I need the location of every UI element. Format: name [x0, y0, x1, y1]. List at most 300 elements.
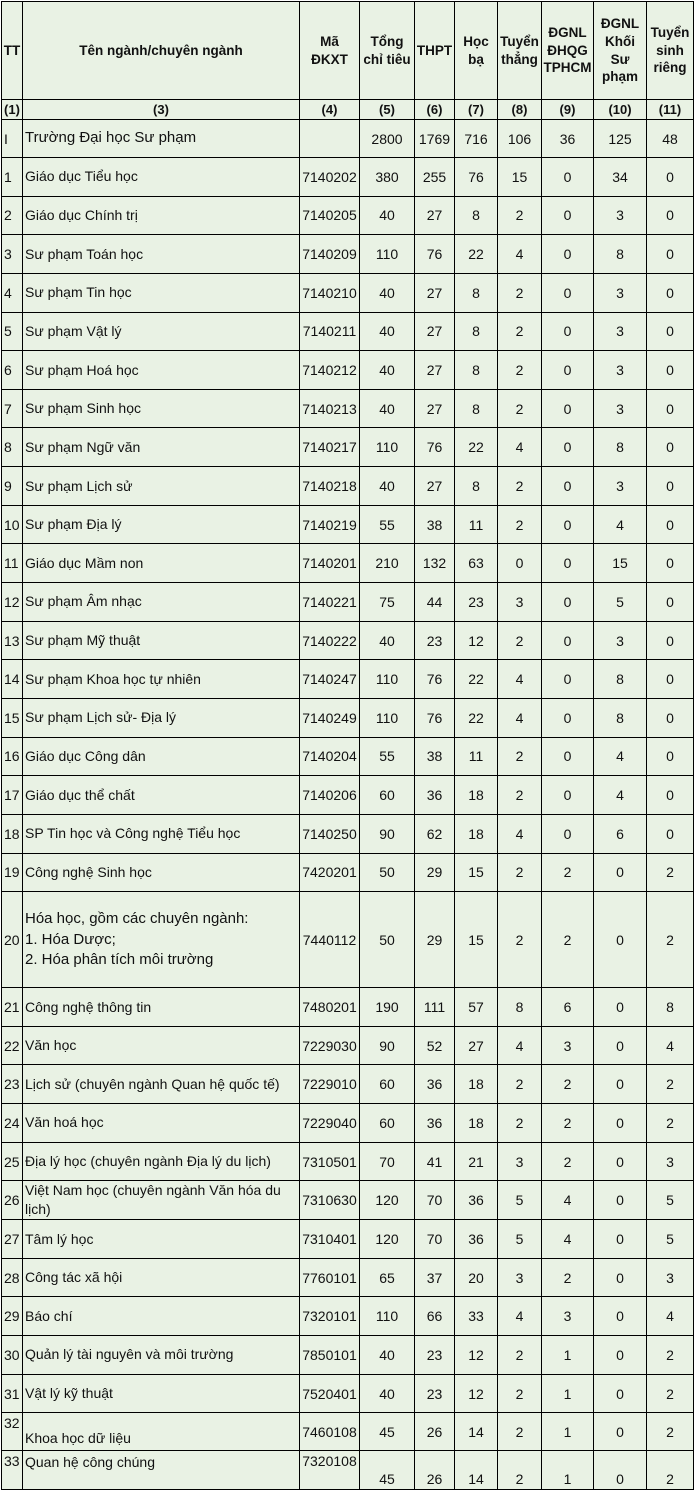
- row-total: 40: [360, 621, 415, 660]
- row-hocba: 20: [455, 1258, 498, 1297]
- row-hocba: 76: [455, 158, 498, 197]
- row-dgnl-sp: 125: [594, 120, 647, 158]
- row-total: 40: [360, 351, 415, 390]
- row-hocba: 18: [455, 814, 498, 853]
- row-dgnl-sp: 0: [594, 1413, 647, 1451]
- row-dgnl-sp: 3: [594, 389, 647, 428]
- program-row: [2, 1065, 694, 1104]
- colnum-8: (8): [498, 100, 542, 120]
- row-tuyenthang: 2: [498, 1104, 542, 1143]
- row-thpt: 27: [415, 389, 455, 428]
- program-row: [2, 273, 694, 312]
- row-tt: 14: [2, 660, 23, 699]
- row-total: 210: [360, 544, 415, 583]
- program-row: [2, 1104, 694, 1143]
- program-row: [2, 389, 694, 428]
- row-code: 7229040: [300, 1104, 360, 1143]
- row-total: 110: [360, 660, 415, 699]
- row-hocba: 22: [455, 698, 498, 737]
- row-dgnl-dhqg: 4: [542, 1220, 594, 1259]
- row-dgnl-dhqg: 0: [542, 621, 594, 660]
- row-dgnl-dhqg: 0: [542, 273, 594, 312]
- row-tuyenthang: 4: [498, 698, 542, 737]
- row-dgnl-sp: 3: [594, 351, 647, 390]
- colnum-10: (10): [594, 100, 647, 120]
- row-total: 60: [360, 1065, 415, 1104]
- row-code: 7310501: [300, 1142, 360, 1181]
- row-total: 40: [360, 467, 415, 506]
- row-dgnl-dhqg: 0: [542, 428, 594, 467]
- row-total: 60: [360, 776, 415, 815]
- row-name-line: 2. Hóa phân tích môi trường: [25, 950, 214, 968]
- row-thpt: 29: [415, 892, 455, 988]
- row-rieng: 2: [647, 1104, 694, 1143]
- row-code: 7229010: [300, 1065, 360, 1104]
- row-tuyenthang: 4: [498, 814, 542, 853]
- row-dgnl-sp: 8: [594, 698, 647, 737]
- row-dgnl-dhqg: 2: [542, 853, 594, 892]
- row-dgnl-sp: 0: [594, 988, 647, 1027]
- row-code: 7140206: [300, 776, 360, 815]
- row-tuyenthang: 2: [498, 1451, 542, 1490]
- program-row: [2, 1336, 694, 1375]
- program-row: [2, 583, 694, 622]
- row-dgnl-sp: 3: [594, 273, 647, 312]
- row-dgnl-dhqg: 0: [542, 583, 594, 622]
- row-thpt: 76: [415, 660, 455, 699]
- row-dgnl-sp: 0: [594, 1374, 647, 1413]
- row-rieng: 0: [647, 312, 694, 351]
- row-dgnl-sp: 5: [594, 583, 647, 622]
- admission-quota-table: [1, 1, 694, 1490]
- row-code: 7229030: [300, 1026, 360, 1065]
- row-hocba: 36: [455, 1220, 498, 1259]
- row-dgnl-sp: 0: [594, 892, 647, 988]
- row-tuyenthang: 2: [498, 1413, 542, 1451]
- row-total: 120: [360, 1181, 415, 1220]
- row-name: Trường Đại học Sư phạm: [23, 120, 300, 158]
- row-dgnl-sp: 6: [594, 814, 647, 853]
- row-tuyenthang: 4: [498, 1297, 542, 1336]
- row-total: 40: [360, 273, 415, 312]
- row-code: 7850101: [300, 1336, 360, 1375]
- row-name: SP Tin học và Công nghệ Tiểu học: [23, 814, 300, 853]
- row-name: Lịch sử (chuyên ngành Quan hệ quốc tế): [23, 1065, 300, 1104]
- program-row: [2, 1297, 694, 1336]
- row-hocba: 15: [455, 853, 498, 892]
- row-tt: 25: [2, 1142, 23, 1181]
- row-rieng: 5: [647, 1220, 694, 1259]
- row-hocba: 8: [455, 467, 498, 506]
- row-tt: 32: [2, 1413, 23, 1451]
- row-dgnl-dhqg: 6: [542, 988, 594, 1027]
- row-tt: 28: [2, 1258, 23, 1297]
- row-tt: 24: [2, 1104, 23, 1143]
- program-row: [2, 428, 694, 467]
- program-row: [2, 1142, 694, 1181]
- row-tt: 7: [2, 389, 23, 428]
- row-rieng: 0: [647, 196, 694, 235]
- row-tuyenthang: 2: [498, 1336, 542, 1375]
- row-rieng: 2: [647, 1451, 694, 1490]
- row-total: 190: [360, 988, 415, 1027]
- column-number-row: [2, 100, 694, 120]
- row-tuyenthang: 4: [498, 1026, 542, 1065]
- row-tuyenthang: 3: [498, 583, 542, 622]
- header-name: Tên ngành/chuyên ngành: [23, 2, 300, 100]
- row-code: 7440112: [300, 892, 360, 988]
- row-name: Công tác xã hội: [23, 1258, 300, 1297]
- row-code: 7140249: [300, 698, 360, 737]
- row-tt: 20: [2, 892, 23, 988]
- row-dgnl-dhqg: 0: [542, 235, 594, 274]
- row-rieng: 0: [647, 235, 694, 274]
- row-thpt: 76: [415, 698, 455, 737]
- row-dgnl-sp: 0: [594, 1104, 647, 1143]
- row-dgnl-sp: 0: [594, 1297, 647, 1336]
- program-row: [2, 892, 694, 988]
- row-tt: 19: [2, 853, 23, 892]
- row-hocba: 33: [455, 1297, 498, 1336]
- row-code: 7760101: [300, 1258, 360, 1297]
- row-rieng: 0: [647, 351, 694, 390]
- row-tuyenthang: 2: [498, 196, 542, 235]
- row-dgnl-dhqg: 1: [542, 1336, 594, 1375]
- row-rieng: 2: [647, 1336, 694, 1375]
- row-dgnl-sp: 0: [594, 1026, 647, 1065]
- row-name: Giáo dục Mầm non: [23, 544, 300, 583]
- row-name: Vật lý kỹ thuật: [23, 1374, 300, 1413]
- row-total: 45: [360, 1451, 415, 1490]
- header-code: Mã ĐKXT: [300, 2, 360, 100]
- row-hocba: 8: [455, 351, 498, 390]
- colnum-7: (7): [455, 100, 498, 120]
- row-tuyenthang: 2: [498, 1065, 542, 1104]
- row-rieng: 0: [647, 467, 694, 506]
- row-dgnl-dhqg: 4: [542, 1181, 594, 1220]
- row-tt: 29: [2, 1297, 23, 1336]
- row-total: 50: [360, 853, 415, 892]
- row-dgnl-sp: 4: [594, 505, 647, 544]
- row-rieng: 8: [647, 988, 694, 1027]
- row-thpt: 76: [415, 235, 455, 274]
- row-name: Sư phạm Địa lý: [23, 505, 300, 544]
- row-tt: 27: [2, 1220, 23, 1259]
- row-code: 7420201: [300, 853, 360, 892]
- row-total: 40: [360, 196, 415, 235]
- row-tuyenthang: 2: [498, 389, 542, 428]
- row-hocba: 18: [455, 1065, 498, 1104]
- row-tuyenthang: 2: [498, 737, 542, 776]
- row-dgnl-sp: 0: [594, 1258, 647, 1297]
- program-row: [2, 196, 694, 235]
- row-thpt: 66: [415, 1297, 455, 1336]
- program-row: [2, 660, 694, 699]
- row-thpt: 132: [415, 544, 455, 583]
- row-dgnl-sp: 8: [594, 428, 647, 467]
- row-code: 7140211: [300, 312, 360, 351]
- header-dgnl-dhqg: ĐGNL ĐHQG TPHCM: [542, 2, 594, 100]
- row-tt: 23: [2, 1065, 23, 1104]
- row-tuyenthang: 2: [498, 312, 542, 351]
- row-hocba: 8: [455, 273, 498, 312]
- row-code: 7140202: [300, 158, 360, 197]
- row-dgnl-dhqg: 36: [542, 120, 594, 158]
- row-code: 7460108: [300, 1413, 360, 1451]
- row-tt: 2: [2, 196, 23, 235]
- row-code: 7140221: [300, 583, 360, 622]
- program-row: [2, 1374, 694, 1413]
- row-dgnl-dhqg: 0: [542, 698, 594, 737]
- program-row: [2, 1026, 694, 1065]
- row-tt: 31: [2, 1374, 23, 1413]
- row-tt: 21: [2, 988, 23, 1027]
- program-row: [2, 853, 694, 892]
- row-thpt: 70: [415, 1181, 455, 1220]
- row-thpt: 38: [415, 505, 455, 544]
- row-tt: 13: [2, 621, 23, 660]
- row-total: 120: [360, 1220, 415, 1259]
- row-name: Sư phạm Vật lý: [23, 312, 300, 351]
- colnum-6: (6): [415, 100, 455, 120]
- row-tt: 17: [2, 776, 23, 815]
- row-total: 65: [360, 1258, 415, 1297]
- row-hocba: 12: [455, 1374, 498, 1413]
- row-tuyenthang: 2: [498, 505, 542, 544]
- header-hocba: Học bạ: [455, 2, 498, 100]
- row-name: Quản lý tài nguyên và môi trường: [23, 1336, 300, 1375]
- row-total: 40: [360, 312, 415, 351]
- row-name: Tâm lý học: [23, 1220, 300, 1259]
- row-total: 70: [360, 1142, 415, 1181]
- program-row: [2, 737, 694, 776]
- row-code: 7140247: [300, 660, 360, 699]
- row-total: 110: [360, 235, 415, 274]
- row-total: 55: [360, 505, 415, 544]
- row-dgnl-sp: 3: [594, 312, 647, 351]
- row-name: Giáo dục Tiểu học: [23, 158, 300, 197]
- row-name: Việt Nam học (chuyên ngành Văn hóa du lịch): [23, 1181, 300, 1220]
- colnum-11: (11): [647, 100, 694, 120]
- row-dgnl-sp: 3: [594, 467, 647, 506]
- row-name: Sư phạm Toán học: [23, 235, 300, 274]
- row-rieng: 2: [647, 1374, 694, 1413]
- row-dgnl-sp: 34: [594, 158, 647, 197]
- row-tuyenthang: 4: [498, 235, 542, 274]
- row-name: Sư phạm Hoá học: [23, 351, 300, 390]
- row-total: 60: [360, 1104, 415, 1143]
- header-thpt: THPT: [415, 2, 455, 100]
- row-dgnl-dhqg: 1: [542, 1374, 594, 1413]
- header-rieng: Tuyển sinh riêng: [647, 2, 694, 100]
- row-hocba: 14: [455, 1451, 498, 1490]
- row-dgnl-sp: 0: [594, 1065, 647, 1104]
- row-hocba: 18: [455, 776, 498, 815]
- row-rieng: 2: [647, 892, 694, 988]
- row-thpt: 27: [415, 467, 455, 506]
- row-total: 90: [360, 814, 415, 853]
- row-rieng: 3: [647, 1258, 694, 1297]
- row-code: 7140250: [300, 814, 360, 853]
- row-name: Công nghệ Sinh học: [23, 853, 300, 892]
- row-hocba: 14: [455, 1413, 498, 1451]
- row-tuyenthang: 3: [498, 1258, 542, 1297]
- row-name: Sư phạm Mỹ thuật: [23, 621, 300, 660]
- row-code: 7140217: [300, 428, 360, 467]
- row-rieng: 0: [647, 776, 694, 815]
- row-dgnl-sp: 8: [594, 235, 647, 274]
- row-dgnl-sp: 4: [594, 776, 647, 815]
- program-row: [2, 776, 694, 815]
- row-thpt: 111: [415, 988, 455, 1027]
- program-row: [2, 1413, 694, 1451]
- row-tt: 12: [2, 583, 23, 622]
- row-name: [23, 892, 300, 988]
- row-hocba: 23: [455, 583, 498, 622]
- row-hocba: 22: [455, 428, 498, 467]
- row-dgnl-dhqg: 0: [542, 544, 594, 583]
- row-dgnl-dhqg: 1: [542, 1413, 594, 1451]
- row-code: [300, 120, 360, 158]
- row-tt: 5: [2, 312, 23, 351]
- row-total: 2800: [360, 120, 415, 158]
- row-rieng: 0: [647, 389, 694, 428]
- row-hocba: 63: [455, 544, 498, 583]
- row-dgnl-dhqg: 2: [542, 1065, 594, 1104]
- row-code: 7320108: [300, 1451, 360, 1490]
- program-row: [2, 505, 694, 544]
- row-hocba: 8: [455, 196, 498, 235]
- row-total: 40: [360, 389, 415, 428]
- row-tuyenthang: 2: [498, 351, 542, 390]
- row-tt: 6: [2, 351, 23, 390]
- row-rieng: 4: [647, 1026, 694, 1065]
- row-dgnl-dhqg: 0: [542, 776, 594, 815]
- row-tt: 16: [2, 737, 23, 776]
- row-name: Giáo dục thể chất: [23, 776, 300, 815]
- row-dgnl-sp: 0: [594, 1336, 647, 1375]
- row-tuyenthang: 5: [498, 1181, 542, 1220]
- row-name: Quan hệ công chúng: [23, 1451, 300, 1490]
- row-total: 55: [360, 737, 415, 776]
- row-hocba: 12: [455, 1336, 498, 1375]
- row-rieng: 4: [647, 1297, 694, 1336]
- row-rieng: 0: [647, 698, 694, 737]
- row-tt: 3: [2, 235, 23, 274]
- row-thpt: 23: [415, 1336, 455, 1375]
- row-total: 110: [360, 428, 415, 467]
- row-thpt: 1769: [415, 120, 455, 158]
- row-tuyenthang: 0: [498, 544, 542, 583]
- row-rieng: 0: [647, 505, 694, 544]
- row-name: Sư phạm Sinh học: [23, 389, 300, 428]
- header-total: Tổng chỉ tiêu: [360, 2, 415, 100]
- row-thpt: 41: [415, 1142, 455, 1181]
- row-code: 7140209: [300, 235, 360, 274]
- row-dgnl-dhqg: 0: [542, 351, 594, 390]
- row-dgnl-sp: 0: [594, 1220, 647, 1259]
- row-total: 45: [360, 1413, 415, 1451]
- row-total: 40: [360, 1374, 415, 1413]
- row-hocba: 22: [455, 235, 498, 274]
- row-code: 7140201: [300, 544, 360, 583]
- row-dgnl-dhqg: 3: [542, 1297, 594, 1336]
- row-thpt: 44: [415, 583, 455, 622]
- row-tt: 18: [2, 814, 23, 853]
- row-hocba: 716: [455, 120, 498, 158]
- row-code: 7520401: [300, 1374, 360, 1413]
- row-code: 7480201: [300, 988, 360, 1027]
- row-dgnl-sp: 15: [594, 544, 647, 583]
- row-code: 7140222: [300, 621, 360, 660]
- row-total: 110: [360, 1297, 415, 1336]
- row-thpt: 38: [415, 737, 455, 776]
- row-tt: 8: [2, 428, 23, 467]
- row-tt: 22: [2, 1026, 23, 1065]
- row-total: 90: [360, 1026, 415, 1065]
- row-hocba: 57: [455, 988, 498, 1027]
- row-dgnl-dhqg: 1: [542, 1451, 594, 1490]
- row-dgnl-sp: 3: [594, 621, 647, 660]
- row-total: 110: [360, 698, 415, 737]
- row-tt: I: [2, 120, 23, 158]
- row-rieng: 0: [647, 814, 694, 853]
- row-code: 7140218: [300, 467, 360, 506]
- row-tuyenthang: 8: [498, 988, 542, 1027]
- row-thpt: 36: [415, 1065, 455, 1104]
- row-dgnl-sp: 0: [594, 1451, 647, 1490]
- row-name: Giáo dục Công dân: [23, 737, 300, 776]
- colnum-9: (9): [542, 100, 594, 120]
- row-dgnl-dhqg: 0: [542, 389, 594, 428]
- row-name: Giáo dục Chính trị: [23, 196, 300, 235]
- row-dgnl-dhqg: 0: [542, 737, 594, 776]
- row-tuyenthang: 2: [498, 467, 542, 506]
- row-total: 380: [360, 158, 415, 197]
- row-hocba: 18: [455, 1104, 498, 1143]
- row-total: 40: [360, 1336, 415, 1375]
- row-code: 7140219: [300, 505, 360, 544]
- header-tuyenthang: Tuyển thẳng: [498, 2, 542, 100]
- row-dgnl-dhqg: 0: [542, 660, 594, 699]
- row-dgnl-sp: 0: [594, 853, 647, 892]
- row-rieng: 3: [647, 1142, 694, 1181]
- program-row: [2, 467, 694, 506]
- row-code: 7140205: [300, 196, 360, 235]
- row-dgnl-dhqg: 0: [542, 158, 594, 197]
- row-name: Sư phạm Khoa học tự nhiên: [23, 660, 300, 699]
- program-row: [2, 1181, 694, 1220]
- program-row: [2, 621, 694, 660]
- colnum-3: (3): [23, 100, 300, 120]
- row-rieng: 0: [647, 428, 694, 467]
- row-rieng: 2: [647, 853, 694, 892]
- row-rieng: 0: [647, 737, 694, 776]
- row-rieng: 5: [647, 1181, 694, 1220]
- row-tt: 11: [2, 544, 23, 583]
- row-name: Sư phạm Lịch sử- Địa lý: [23, 698, 300, 737]
- row-name-line: 1. Hóa Dược;: [25, 930, 116, 948]
- row-dgnl-dhqg: 0: [542, 814, 594, 853]
- row-dgnl-dhqg: 3: [542, 1026, 594, 1065]
- row-thpt: 62: [415, 814, 455, 853]
- row-rieng: 48: [647, 120, 694, 158]
- row-thpt: 27: [415, 196, 455, 235]
- row-rieng: 0: [647, 544, 694, 583]
- row-name: Sư phạm Âm nhạc: [23, 583, 300, 622]
- row-code: 7310401: [300, 1220, 360, 1259]
- row-tt: 9: [2, 467, 23, 506]
